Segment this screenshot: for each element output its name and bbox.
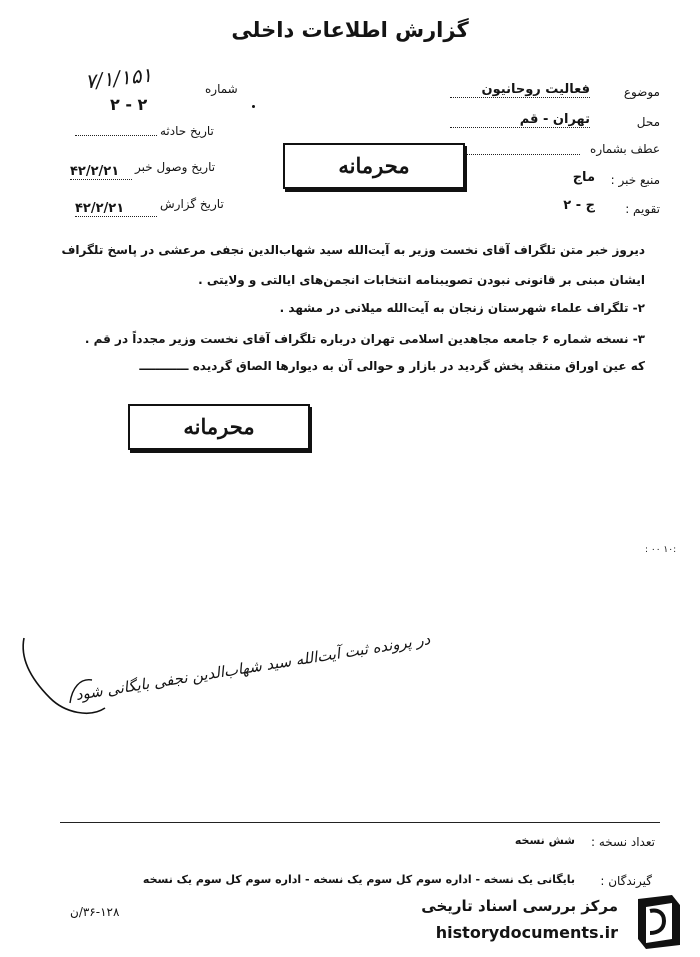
confidential-stamp-middle: محرمانه <box>128 404 310 450</box>
book-logo-icon <box>628 893 686 951</box>
recipients-value: بایگانی یک نسخه - اداره سوم کل سوم یک نسخه - اداره سوم کل سوم یک نسخه <box>142 873 575 886</box>
recipients-label: گیرندگان : <box>600 874 652 888</box>
reference-value <box>450 140 580 155</box>
location-label: محل <box>636 115 660 129</box>
signature-flourish <box>10 618 430 728</box>
number-label: شماره <box>205 82 238 96</box>
handwritten-annotation <box>10 618 430 728</box>
dot-mark <box>252 105 255 108</box>
body-line-5: که عین اوراق منتقد پخش گردید در بازار و حوالی آن به دیوارها الصاق گردیده ــــــــــــ <box>139 359 645 373</box>
side-note: : ۰۰ ۱۰: <box>645 545 677 555</box>
source-value: ماج <box>572 170 595 185</box>
number-value: ۷/۱/۱۵۱ <box>83 62 154 94</box>
received-date-label: تاریخ وصول خبر <box>135 160 216 174</box>
archive-watermark <box>390 893 690 951</box>
watermark-url: historydocuments.ir <box>435 923 618 942</box>
number-sub-value: ۲ - ۲ <box>110 95 148 114</box>
incident-date-line <box>75 133 157 136</box>
reference-label: عطف بشماره <box>590 142 660 156</box>
confidential-stamp-top: محرمانه <box>283 143 465 189</box>
document-code: ۳۶-۱۲۸/ن <box>70 905 120 919</box>
body-line-1: دیروز خبر متن تلگراف آقای نخست وزیر به آیت‌الله سید شهاب‌الدین نجفی مرعشی در پاسخ تلگراف <box>61 243 645 257</box>
report-date-value: ۴۲/۲/۲۱ <box>75 201 157 217</box>
subject-label: موضوع <box>623 85 660 99</box>
calendar-value: ج - ۲ <box>563 198 595 213</box>
footer-divider <box>60 822 660 823</box>
incident-date-label: تاریخ حادثه <box>160 124 214 138</box>
annotation-text: در پرونده ثبت آیت‌الله سید شهاب‌الدین نجفی بایگانی شود <box>74 630 432 704</box>
report-date-label: تاریخ گزارش <box>160 197 224 211</box>
report-title: گزارش اطلاعات داخلی <box>231 18 469 42</box>
subject-value: فعالیت روحانیون <box>450 82 590 98</box>
source-label: منبع خبر : <box>610 173 660 187</box>
copies-value: شش نسخه <box>514 834 575 847</box>
body-line-3: ۲- تلگراف علماء شهرستان زنجان به آیت‌الله میلانی در مشهد . <box>279 301 645 315</box>
body-line-2: ایشان مبنی بر قانونی نبودن تصویبنامه انتخابات انجمن‌های ایالتی و ولایتی . <box>198 273 645 287</box>
watermark-title: مرکز بررسی اسناد تاریخی <box>421 897 618 915</box>
copies-label: تعداد نسخه : <box>590 835 655 849</box>
received-date-value: ۴۲/۲/۲۱ <box>70 164 132 180</box>
location-value: تهران - قم <box>450 112 590 128</box>
body-line-4: ۳- نسخه شماره ۶ جامعه مجاهدین اسلامی تهران درباره تلگراف آقای نخست وزیر مجدداً در قم . <box>84 332 645 346</box>
calendar-label: تقویم : <box>625 202 660 216</box>
